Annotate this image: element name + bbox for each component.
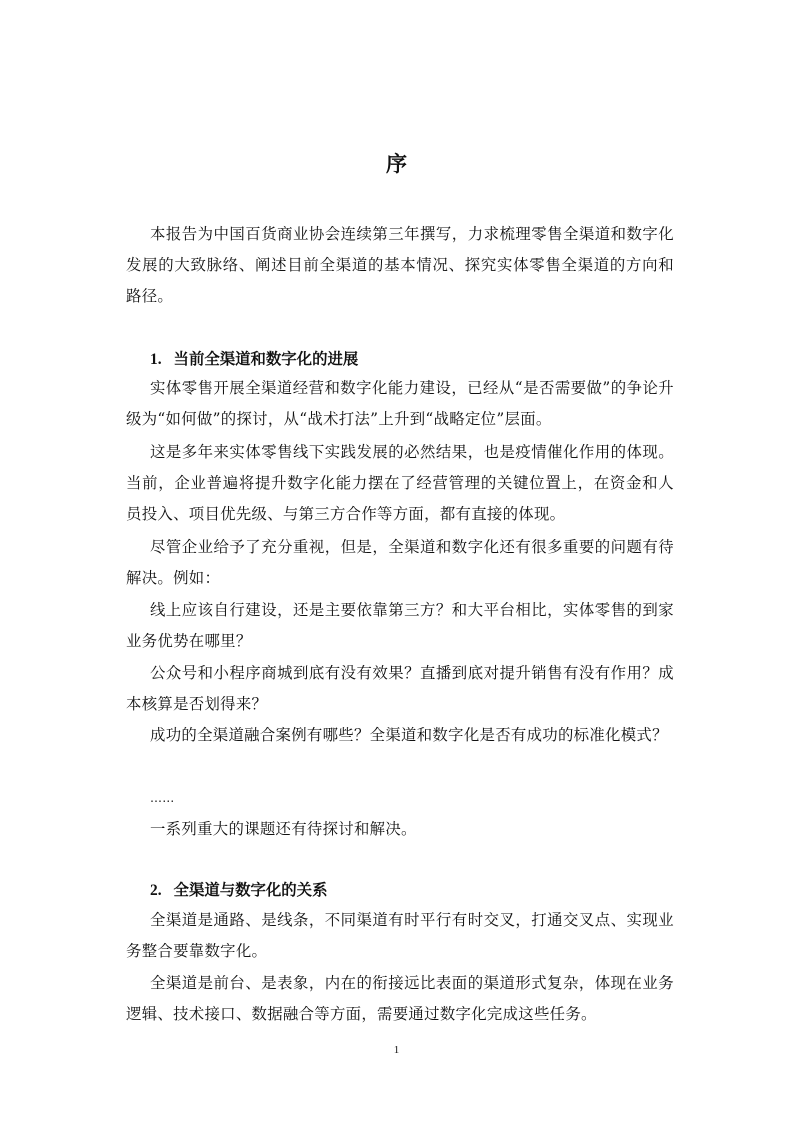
section-1-paragraph: 实体零售开展全渠道经营和数字化能力建设，已经从“是否需要做”的争论升级为“如何做”的探讨，从“战术打法”上升到“战略定位”层面。 [126, 379, 674, 428]
page-number: 1 [393, 1044, 400, 1056]
section-1-number: 1. [150, 351, 162, 368]
section-2-title: 全渠道与数字化的关系 [173, 881, 328, 899]
page-title: 序 [386, 152, 407, 176]
section-1-paragraph: 这是多年来实体零售线下实践发展的必然结果，也是疫情催化作用的体现。当前，企业普遍将提升数字化能力摆在了经营管理的关键位置上，在资金和人员投入、项目优先级、与第三方合作等方面，都有直接的体现。 [126, 443, 674, 523]
section-2-number: 2. [150, 882, 162, 899]
intro-paragraph: 本报告为中国百货商业协会连续第三年撰写，力求梳理零售全渠道和数字化发展的大致脉络、阐述目前全渠道的基本情况、探究实体零售全渠道的方向和路径。 [126, 225, 674, 305]
section-2-paragraph: 全渠道是前台、是表象，内在的衔接远比表面的渠道形式复杂，体现在业务逻辑、技术接口、数据融合等方面，需要通过数字化完成这些任务。 [126, 974, 674, 1023]
section-1-paragraph: 成功的全渠道融合案例有哪些？全渠道和数字化是否有成功的标准化模式？ [150, 726, 668, 744]
section-2-paragraph: 全渠道是通路、是线条，不同渠道有时平行有时交叉，打通交叉点、实现业务整合要靠数字化。 [126, 911, 674, 960]
section-1-paragraph: 尽管企业给予了充分重视，但是，全渠道和数字化还有很多重要的问题有待解决。例如： [126, 538, 674, 587]
section-1-paragraph: 线上应该自行建设，还是主要依靠第三方？和大平台相比，实体零售的到家业务优势在哪里？ [126, 601, 674, 650]
section-1-paragraph: 一系列重大的课题还有待探讨和解决。 [150, 820, 417, 838]
section-1-heading [150, 344, 358, 375]
section-2-heading [150, 875, 327, 906]
section-1-paragraph: 公众号和小程序商城到底有没有效果？直播到底对提升销售有没有作用？成本核算是否划得来？ [126, 664, 674, 713]
ellipsis-line: …… [150, 791, 175, 805]
section-1-title: 当前全渠道和数字化的进展 [173, 350, 359, 368]
